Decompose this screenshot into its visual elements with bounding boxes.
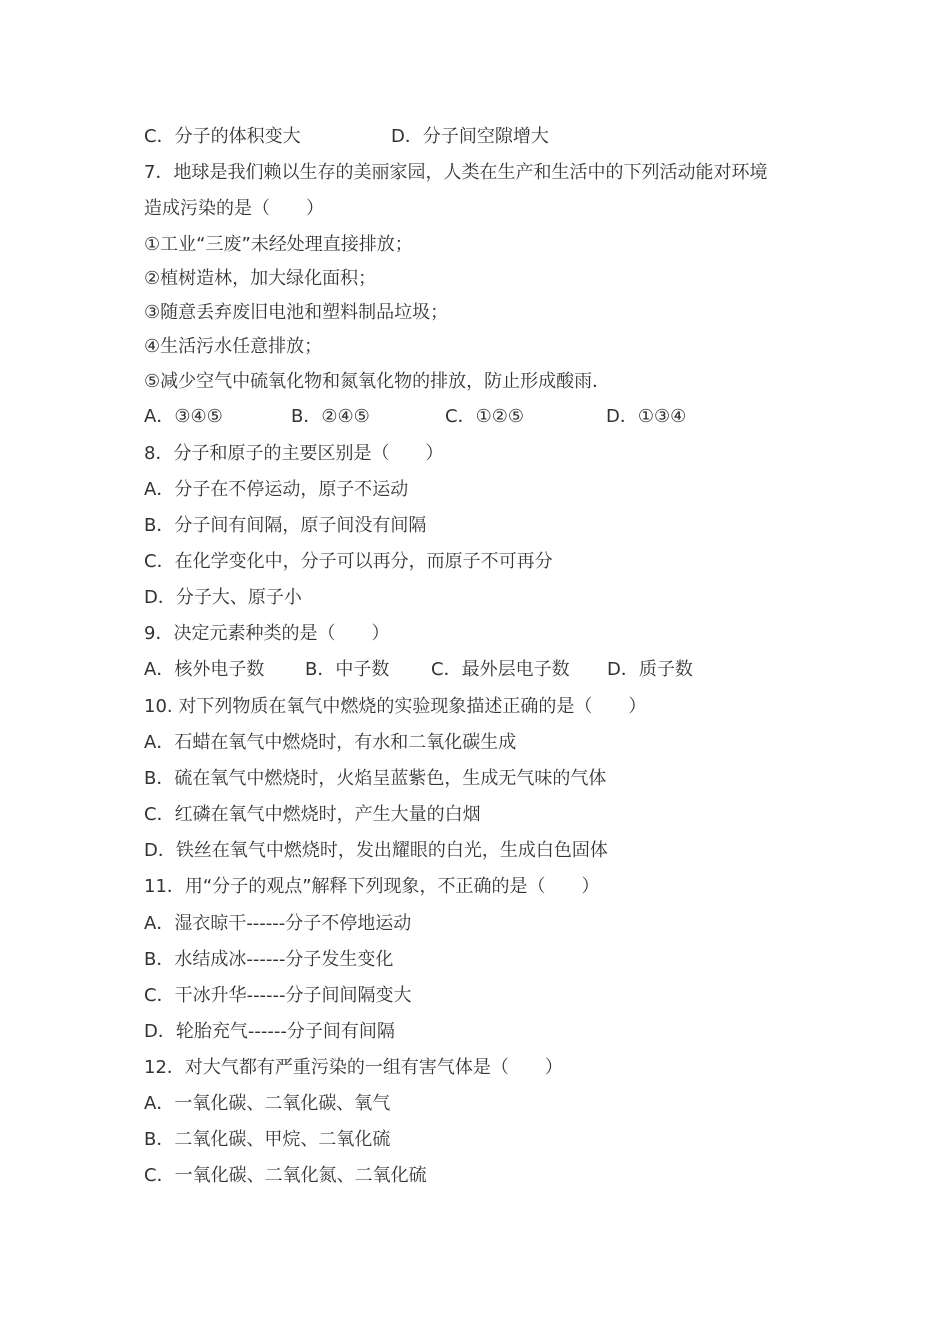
q10-option-c: C．红磷在氧气中燃烧时，产生大量的白烟 [144, 804, 481, 825]
q11-option-a: A．湿衣晾干------分子不停地运动 [144, 913, 412, 934]
q11-option-c: C．干冰升华------分子间间隔变大 [144, 985, 412, 1006]
q11-option-b: B．水结成冰------分子发生变化 [144, 949, 394, 970]
q9-option-d: D．质子数 [607, 659, 693, 680]
q6-option-c: C．分子的体积变大 [144, 126, 301, 147]
q7-item-1: ①工业“三废”未经处理直接排放； [144, 234, 413, 255]
q6-option-d: D．分子间空隙增大 [391, 126, 549, 147]
q7-option-b: B．②④⑤ [291, 406, 370, 427]
q11-stem: 11．用“分子的观点”解释下列现象，不正确的是（ ） [144, 876, 600, 897]
q10-option-a: A．石蜡在氧气中燃烧时，有水和二氧化碳生成 [144, 732, 517, 753]
q8-option-a: A．分子在不停运动，原子不运动 [144, 479, 409, 500]
q7-options [144, 402, 686, 432]
q12-option-a: A．一氧化碳、二氧化碳、氧气 [144, 1093, 391, 1114]
q9-stem: 9．决定元素种类的是（ ） [144, 623, 390, 644]
q8-option-d: D．分子大、原子小 [144, 587, 302, 608]
q11-option-d: D．轮胎充气------分子间有间隔 [144, 1021, 395, 1042]
q6-options-cd [144, 122, 549, 152]
q7-item-3: ③随意丢弃废旧电池和塑料制品垃圾； [144, 302, 449, 323]
q7-option-c: C．①②⑤ [445, 406, 524, 427]
q12-option-b: B．二氧化碳、甲烷、二氧化硫 [144, 1129, 391, 1150]
q8-option-c: C．在化学变化中，分子可以再分，而原子不可再分 [144, 551, 553, 572]
q10-option-b: B．硫在氧气中燃烧时，火焰呈蓝紫色，生成无气味的气体 [144, 768, 607, 789]
q7-item-5: ⑤减少空气中硫氧化物和氮氧化物的排放，防止形成酸雨． [144, 371, 611, 392]
q12-option-c: C．一氧化碳、二氧化氮、二氧化硫 [144, 1165, 427, 1186]
q9-option-b: B．中子数 [305, 659, 390, 680]
q7-stem-line-1: 7．地球是我们赖以生存的美丽家园，人类在生产和生活中的下列活动能对环境 [144, 162, 768, 183]
q9-option-a: A．核外电子数 [144, 659, 265, 680]
q7-item-2: ②植树造林，加大绿化面积； [144, 268, 377, 289]
q7-stem-line-2: 造成污染的是（ ） [144, 198, 324, 219]
q8-option-b: B．分子间有间隔，原子间没有间隔 [144, 515, 427, 536]
q12-stem: 12．对大气都有严重污染的一组有害气体是（ ） [144, 1057, 563, 1078]
q7-option-d: D．①③④ [606, 406, 687, 427]
q10-stem: 10. 对下列物质在氧气中燃烧的实验现象描述正确的是（ ） [144, 696, 647, 717]
q10-option-d: D．铁丝在氧气中燃烧时，发出耀眼的白光，生成白色固体 [144, 840, 608, 861]
q7-item-4: ④生活污水任意排放； [144, 336, 323, 357]
q8-stem: 8．分子和原子的主要区别是（ ） [144, 443, 444, 464]
q9-options [144, 655, 693, 685]
q9-option-c: C．最外层电子数 [431, 659, 570, 680]
q7-option-a: A．③④⑤ [144, 406, 223, 427]
